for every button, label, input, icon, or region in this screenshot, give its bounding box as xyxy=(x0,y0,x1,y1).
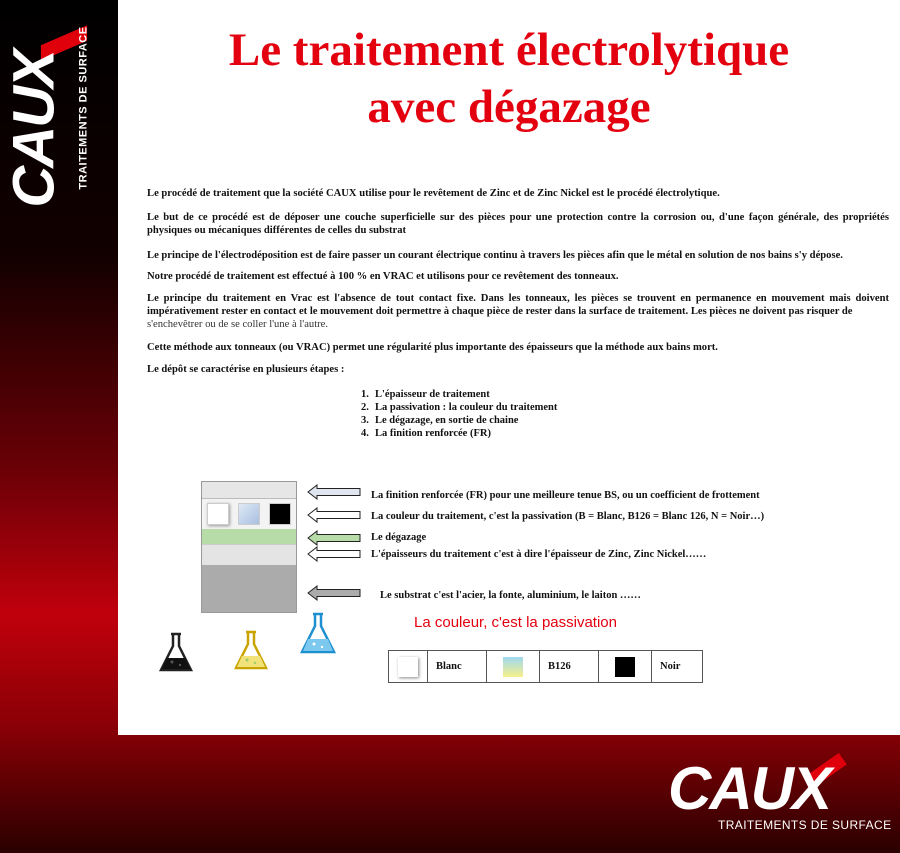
arrow-left-icon xyxy=(307,585,361,601)
table-row xyxy=(389,651,703,683)
legend-swatch-b126 xyxy=(487,651,540,683)
arrow-left-icon xyxy=(307,530,361,546)
logo-brand: CAUX xyxy=(1,51,67,208)
steps-list xyxy=(361,388,557,440)
paragraph-intro: Le procédé de traitement que la société CAUX utilise pour le revêtement de Zinc et de Zinc Nickel est le procédé électrolytique. xyxy=(147,188,720,199)
layer-passivation xyxy=(202,499,296,529)
layer-finition xyxy=(202,482,296,499)
logo-tagline: TRAITEMENTS DE SURFACE xyxy=(718,818,892,832)
swatch-white xyxy=(207,503,229,525)
flask-blue-icon xyxy=(298,612,338,661)
arrow-left-icon xyxy=(307,546,361,562)
paragraph-vrac-principle: Le principe du traitement en Vrac est l'absence de tout contact fixe. Dans les tonneaux, les pièces se trouvent en permanence en mouvement mais doivent impérativement rester en contact et le mouvement doit permettre à chaque pièce de rester dans la surface de traitement. Les pièces ne doivent pas risquer de xyxy=(147,293,889,318)
paragraph-vrac-end: s'enchevêtrer ou de se coller l'une à l'autre. xyxy=(147,319,329,330)
logo-brand: CAUX xyxy=(668,755,831,822)
layer-stack-diagram xyxy=(201,481,297,613)
legend-label-b126: B126 xyxy=(540,651,599,683)
list-item: 2. La passivation : la couleur du traitement xyxy=(361,402,558,413)
legend-swatch-black xyxy=(599,651,652,683)
side-logo xyxy=(1,14,94,234)
paragraph-method: Cette méthode aux tonneaux (ou VRAC) permet une régularité plus importante des épaisseurs que la méthode aux bains mort. xyxy=(147,342,718,353)
layer-substrat xyxy=(202,565,296,612)
label-substrat: Le substrat c'est l'acier, la fonte, aluminium, le laiton …… xyxy=(380,590,641,601)
arrow-left-icon xyxy=(307,484,361,500)
bottom-logo xyxy=(668,755,892,840)
paragraph-principle: Le principe de l'électrodéposition est de faire passer un courant électrique continu à travers les pièces afin que le métal en solution de nos bains s'y dépose. xyxy=(147,250,843,261)
page-title xyxy=(118,22,900,136)
layer-degazage xyxy=(202,529,296,544)
list-item: 4. La finition renforcée (FR) xyxy=(361,428,491,439)
flask-yellow-icon xyxy=(232,630,270,677)
title-line-2: avec dégazage xyxy=(367,81,651,133)
title-line-1: Le traitement électrolytique xyxy=(228,24,790,76)
arrow-left-icon xyxy=(307,507,361,523)
paragraph-steps-intro: Le dépôt se caractérise en plusieurs étapes : xyxy=(147,364,345,375)
legend-label-blanc: Blanc xyxy=(428,651,487,683)
passivation-legend-table xyxy=(388,650,703,683)
swatch-black xyxy=(269,503,291,525)
list-item: 3. Le dégazage, en sortie de chaine xyxy=(361,415,519,426)
label-thickness: L'épaisseurs du traitement c'est à dire l'épaisseur de Zinc, Zinc Nickel…… xyxy=(371,549,707,560)
list-item: 1. L'épaisseur de traitement xyxy=(361,389,490,400)
flask-black-icon xyxy=(158,632,194,679)
logo-tagline: TRAITEMENTS DE SURFACE xyxy=(77,26,90,190)
layer-thickness xyxy=(202,544,296,565)
passivation-title: La couleur, c'est la passivation xyxy=(414,614,617,631)
label-finition: La finition renforcée (FR) pour une meilleure tenue BS, ou un coefficient de frottement xyxy=(371,490,760,501)
legend-label-noir: Noir xyxy=(652,651,703,683)
label-passivation: La couleur du traitement, c'est la passivation (B = Blanc, B126 = Blanc 126, N = Noir…) xyxy=(371,511,765,522)
swatch-blue xyxy=(238,503,260,525)
legend-swatch-white xyxy=(389,651,428,683)
paragraph-goal: Le but de ce procédé est de déposer une couche superficielle sur des pièces pour une protection contre la corrosion ou, d'une façon générale, des propriétés physiques ou mécaniques différentes de celles du substrat xyxy=(147,212,889,237)
paragraph-vrac: Notre procédé de traitement est effectué à 100 % en VRAC et utilisons pour ce revêtement des tonneaux. xyxy=(147,271,619,282)
label-degazage: Le dégazage xyxy=(371,532,427,543)
content-panel xyxy=(118,0,900,735)
